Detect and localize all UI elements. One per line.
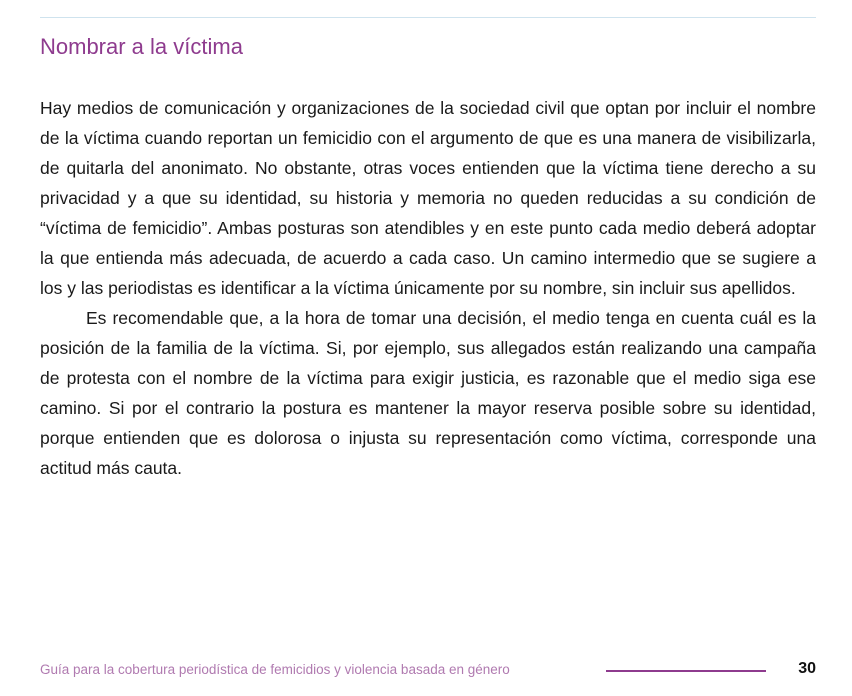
page-footer <box>40 660 816 682</box>
paragraph-1: Hay medios de comunicación y organizaciones de la sociedad civil que optan por incluir el nombre de la víctima cuando reportan un femicidio con el argumento de que es una manera de visibilizarla, de quitarla del anonimato. No obstante, otras voces entienden que la víctima tiene derecho a su privacidad y a que su identidad, su historia y memoria no queden reducidas a su condición de “víctima de femicidio”. Ambas posturas son atendibles y en este punto cada medio deberá adoptar la que entienda más adecuada, de acuerdo a cada caso. Un camino intermedio que se sugiere a los y las periodistas es identificar a la víctima únicamente por su nombre, sin incluir sus apellidos. <box>40 98 816 298</box>
paragraph-2: Es recomendable que, a la hora de tomar una decisión, el medio tenga en cuenta cuál es la posición de la familia de la víctima. Si, por ejemplo, sus allegados están realizando una campaña de protesta con el nombre de la víctima para exigir justicia, es razonable que el medio siga ese camino. Si por el contrario la postura es mantener la mayor reserva posible sobre su identidad, porque entienden que es dolorosa o injusta su representación como víctima, corresponde una actitud más cauta. <box>40 308 816 478</box>
body-text <box>40 93 816 483</box>
section-title: Nombrar a la víctima <box>40 34 243 59</box>
top-divider <box>40 17 816 18</box>
footer-divider <box>606 670 766 672</box>
page-number: 30 <box>798 660 816 677</box>
footer-guide-title: Guía para la cobertura periodística de femicidios y violencia basada en género <box>40 662 510 677</box>
